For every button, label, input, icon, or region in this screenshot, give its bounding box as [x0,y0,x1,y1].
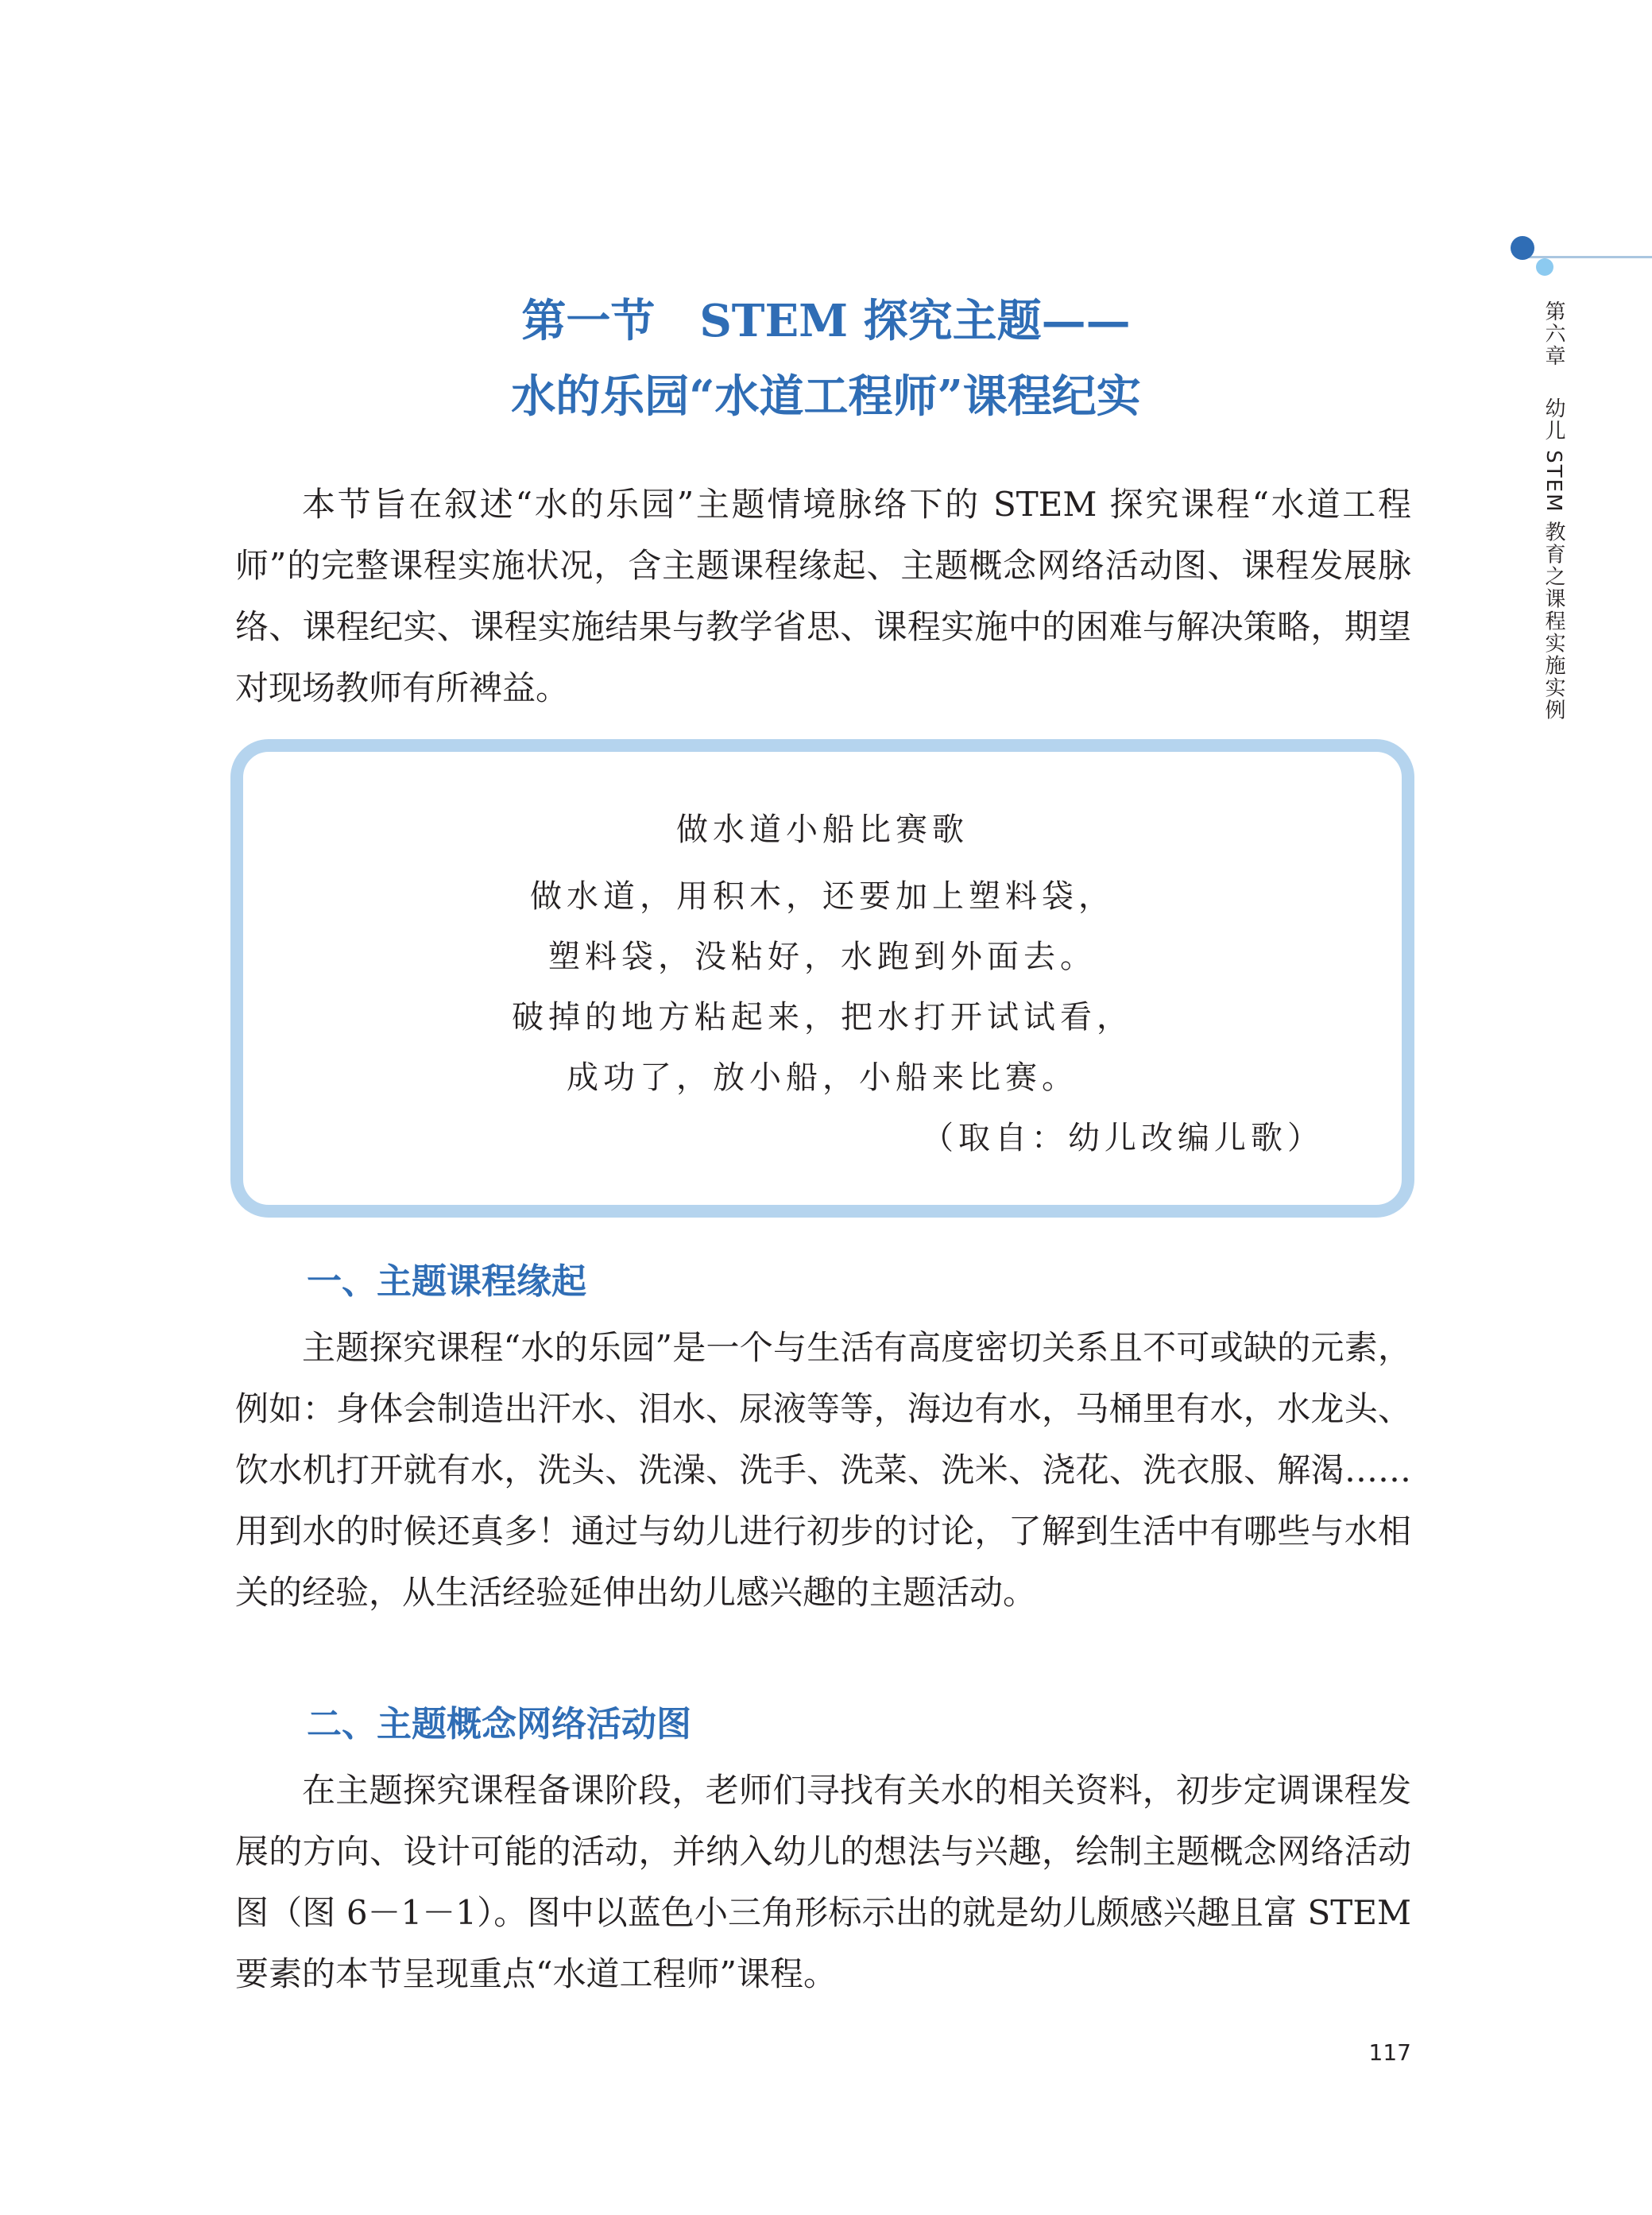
intro-paragraph: 本节旨在叙述“水的乐园”主题情境脉络下的 STEM 探究课程“水道工程师”的完整课程实施状况，含主题课程缘起、主题概念网络活动图、课程发展脉络、课程纪实、课程实施结果与教学省思、课程实施中的困难与解决策略，期望对现场教师有所裨益。 [235,485,1411,707]
chapter-title: 幼儿 STEM 教育之课程实施实例 [1542,397,1565,722]
section-title-line1: 第一节 STEM 探究主题—— [521,295,1131,347]
light-dot-decoration [1536,258,1553,276]
section2-heading: 二、主题概念网络活动图 [307,1704,691,1745]
poem-line: 破掉的地方粘起来，把水打开试试看， [512,999,1133,1036]
poem-line: 塑料袋，没粘好，水跑到外面去。 [548,939,1097,975]
poem-line: 成功了，放小船，小船来比赛。 [567,1059,1078,1096]
dark-dot-decoration [1511,236,1534,260]
section1-paragraph: 主题探究课程“水的乐园”是一个与生活有高度密切关系且不可或缺的元素，例如：身体会制造出汗水、泪水、尿液等等，海边有水，马桶里有水，水龙头、饮水机打开就有水，洗头、洗澡、洗手、洗菜、洗米、浇花、洗衣服、解渴……用到水的时候还真多！通过与幼儿进行初步的讨论，了解到生活中有哪些与水相关的经验，从生活经验延伸出幼儿感兴趣的主题活动。 [235,1328,1411,1612]
poem-source: （取自：幼儿改编儿歌） [922,1120,1324,1156]
poem-title: 做水道小船比赛歌 [676,811,969,848]
section-title-line2: 水的乐园“水道工程师”课程纪实 [511,370,1141,423]
chapter-label: 第六章 [1542,300,1565,367]
poem-box [230,739,1414,1218]
section2-paragraph: 在主题探究课程备课阶段，老师们寻找有关水的相关资料，初步定调课程发展的方向、设计可能的活动，并纳入幼儿的想法与兴趣，绘制主题概念网络活动图（图 6－1－1）。图中以蓝色小三角形标示出的就是幼儿颇感兴趣且富 STEM 要素的本节呈现重点“水道工程师”课程。 [235,1771,1411,1993]
poem-line: 做水道，用积木，还要加上塑料袋， [530,878,1115,915]
page-number: 117 [1368,2039,1411,2066]
section1-heading: 一、主题课程缘起 [307,1261,586,1302]
